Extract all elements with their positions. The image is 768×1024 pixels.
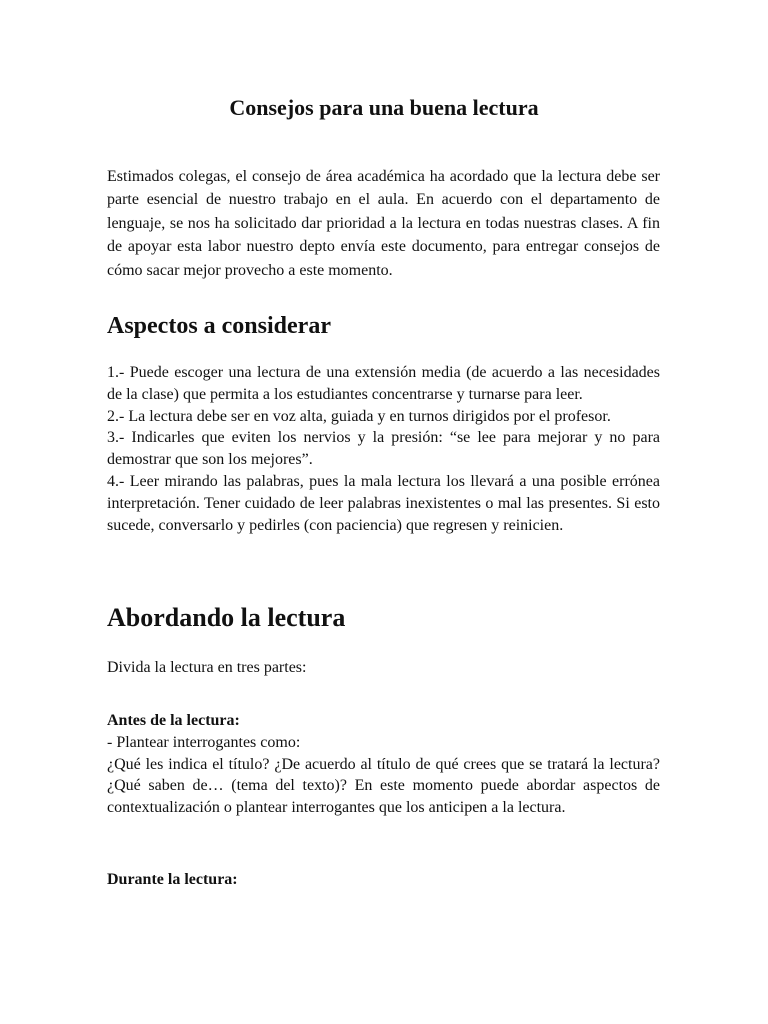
aspectos-list: [107, 362, 660, 536]
section-heading-aspectos: Aspectos a considerar: [107, 313, 331, 339]
intro-paragraph: Estimados colegas, el consejo de área académica ha acordado que la lectura debe ser parte esencial de nuestro trabajo en el aula. En acuerdo con el departamento de lenguaje, se nos ha solicitado dar prioridad a la lectura en todas nuestras clases. A fin de apoyar esta labor nuestro depto envía este documento, para entregar consejos de cómo sacar mejor provecho a este momento.: [107, 168, 660, 279]
document-title: Consejos para una buena lectura: [229, 95, 539, 120]
list-item: 4.- Leer mirando las palabras, pues la mala lectura los llevará a una posible errónea interpretación. Tener cuidado de leer palabras inexistentes o mal las presentes. Si esto sucede, conversarlo y pedirles (con paciencia) que regresen y reinicien.: [107, 472, 660, 534]
antes-body: [107, 732, 660, 818]
durante-heading: Durante la lectura:: [107, 871, 238, 888]
section-heading-abordando: Abordando la lectura: [107, 603, 346, 632]
divida-paragraph: Divida la lectura en tres partes:: [107, 659, 307, 676]
antes-intro-line: - Plantear interrogantes como:: [107, 734, 301, 751]
antes-questions-paragraph: ¿Qué les indica el título? ¿De acuerdo al título de qué crees que se tratará la lectura? ¿Qué saben de… (tema del texto)? En este momento puede abordar aspectos de contextualización o plantear interrogantes que los anticipen a la lectura.: [107, 755, 660, 816]
list-item: 3.- Indicarles que eviten los nervios y la presión: “se lee para mejorar y no para demostrar que son los mejores”.: [107, 429, 660, 469]
list-item: 1.- Puede escoger una lectura de una extensión media (de acuerdo a las necesidades de la clase) que permita a los estudiantes concentrarse y turnarse para leer.: [107, 364, 660, 403]
list-item: 2.- La lectura debe ser en voz alta, guiada y en turnos dirigidos por el profesor.: [107, 407, 611, 425]
antes-heading: Antes de la lectura:: [107, 712, 240, 729]
